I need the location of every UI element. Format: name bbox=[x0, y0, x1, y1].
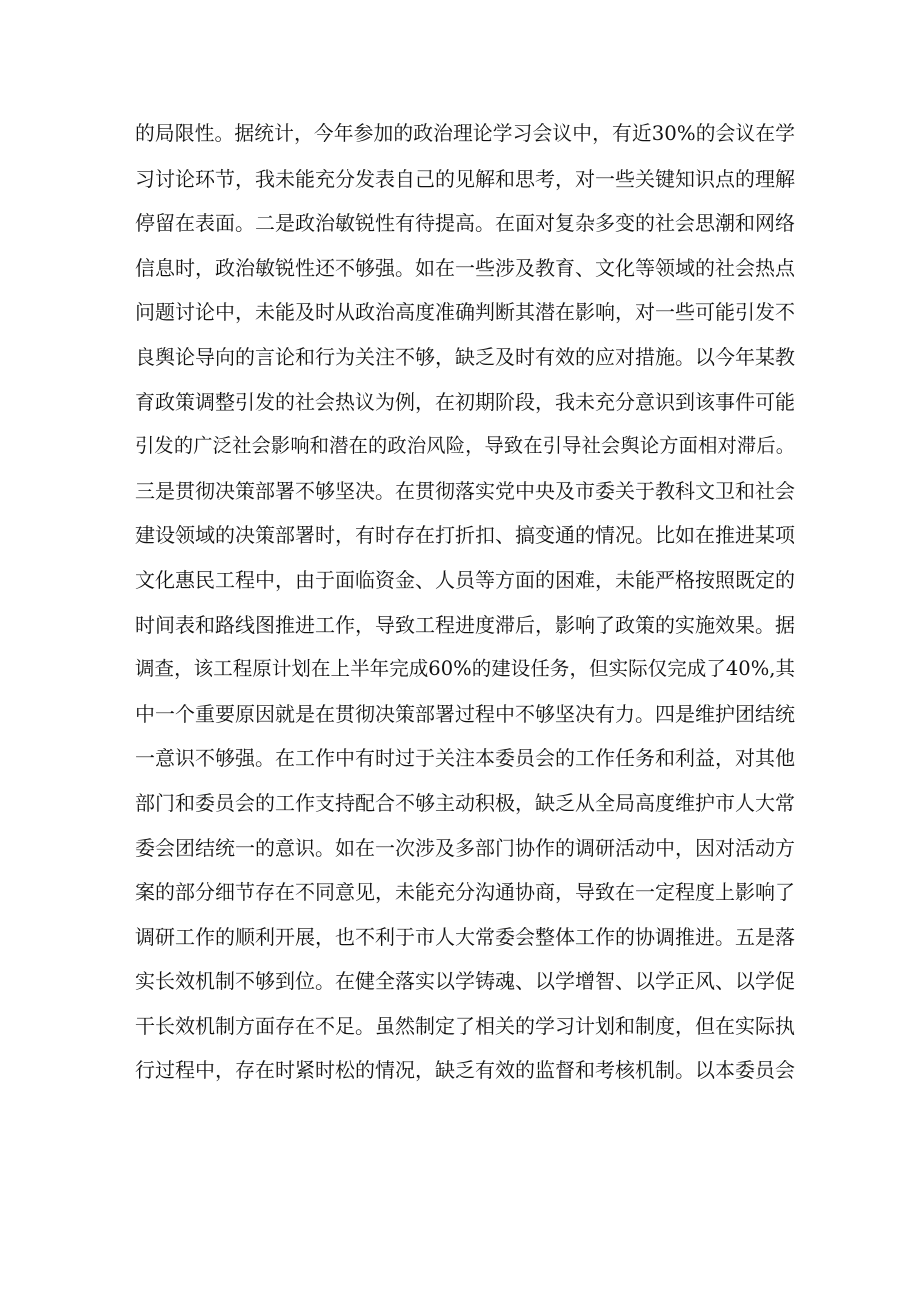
text-line: 中一个重要原因就是在贯彻决策部署过程中不够坚决有力。四是维护团结统 bbox=[135, 701, 795, 726]
text-line: 停留在表面。二是政治敏锐性有待提高。在面对复杂多变的社会思潮和网络 bbox=[135, 211, 795, 236]
text-line: 问题讨论中，未能及时从政治高度准确判断其潜在影响，对一些可能引发不 bbox=[135, 300, 795, 325]
body-text bbox=[135, 112, 795, 1093]
text-line: 调研工作的顺利开展，也不利于市人大常委会整体工作的协调推进。五是落 bbox=[135, 924, 795, 949]
text-line: 的局限性。据统计，今年参加的政治理论学习会议中，有近30%的会议在学 bbox=[135, 122, 795, 145]
text-line: 委会团结统一的意识。如在一次涉及多部门协作的调研活动中，因对活动方 bbox=[135, 835, 795, 860]
text-line: 育政策调整引发的社会热议为例，在初期阶段，我未充分意识到该事件可能 bbox=[135, 389, 795, 414]
text-line: 三是贯彻决策部署不够坚决。在贯彻落实党中央及市委关于教科文卫和社会 bbox=[135, 478, 795, 503]
text-line: 文化惠民工程中，由于面临资金、人员等方面的困难，未能严格按照既定的 bbox=[135, 567, 795, 592]
text-line: 时间表和路线图推进工作，导致工程进度滞后，影响了政策的实施效果。据 bbox=[135, 612, 795, 637]
text-line: 一意识不够强。在工作中有时过于关注本委员会的工作任务和利益，对其他 bbox=[135, 746, 795, 771]
text-line: 部门和委员会的工作支持配合不够主动积极，缺乏从全局高度维护市人大常 bbox=[135, 790, 795, 815]
text-line: 习讨论环节，我未能充分发表自己的见解和思考，对一些关键知识点的理解 bbox=[135, 166, 795, 191]
text-line: 实长效机制不够到位。在健全落实以学铸魂、以学增智、以学正风、以学促 bbox=[135, 969, 795, 994]
text-line: 信息时，政治敏锐性还不够强。如在一些涉及教育、文化等领域的社会热点 bbox=[135, 255, 795, 280]
text-line: 调查，该工程原计划在上半年完成60%的建设任务，但实际仅完成了40%,其 bbox=[135, 657, 795, 681]
text-line: 建设领域的决策部署时，有时存在打折扣、搞变通的情况。比如在推进某项 bbox=[135, 523, 795, 548]
text-line: 案的部分细节存在不同意见，未能充分沟通协商，导致在一定程度上影响了 bbox=[135, 880, 795, 905]
text-line: 引发的广泛社会影响和潜在的政治风险，导致在引导社会舆论方面相对滞后。 bbox=[135, 434, 795, 458]
text-line: 良舆论导向的言论和行为关注不够，缺乏及时有效的应对措施。以今年某教 bbox=[135, 344, 795, 369]
text-line: 干长效机制方面存在不足。虽然制定了相关的学习计划和制度，但在实际执 bbox=[135, 1013, 795, 1038]
text-line: 行过程中，存在时紧时松的情况，缺乏有效的监督和考核机制。以本委员会 bbox=[135, 1058, 795, 1083]
